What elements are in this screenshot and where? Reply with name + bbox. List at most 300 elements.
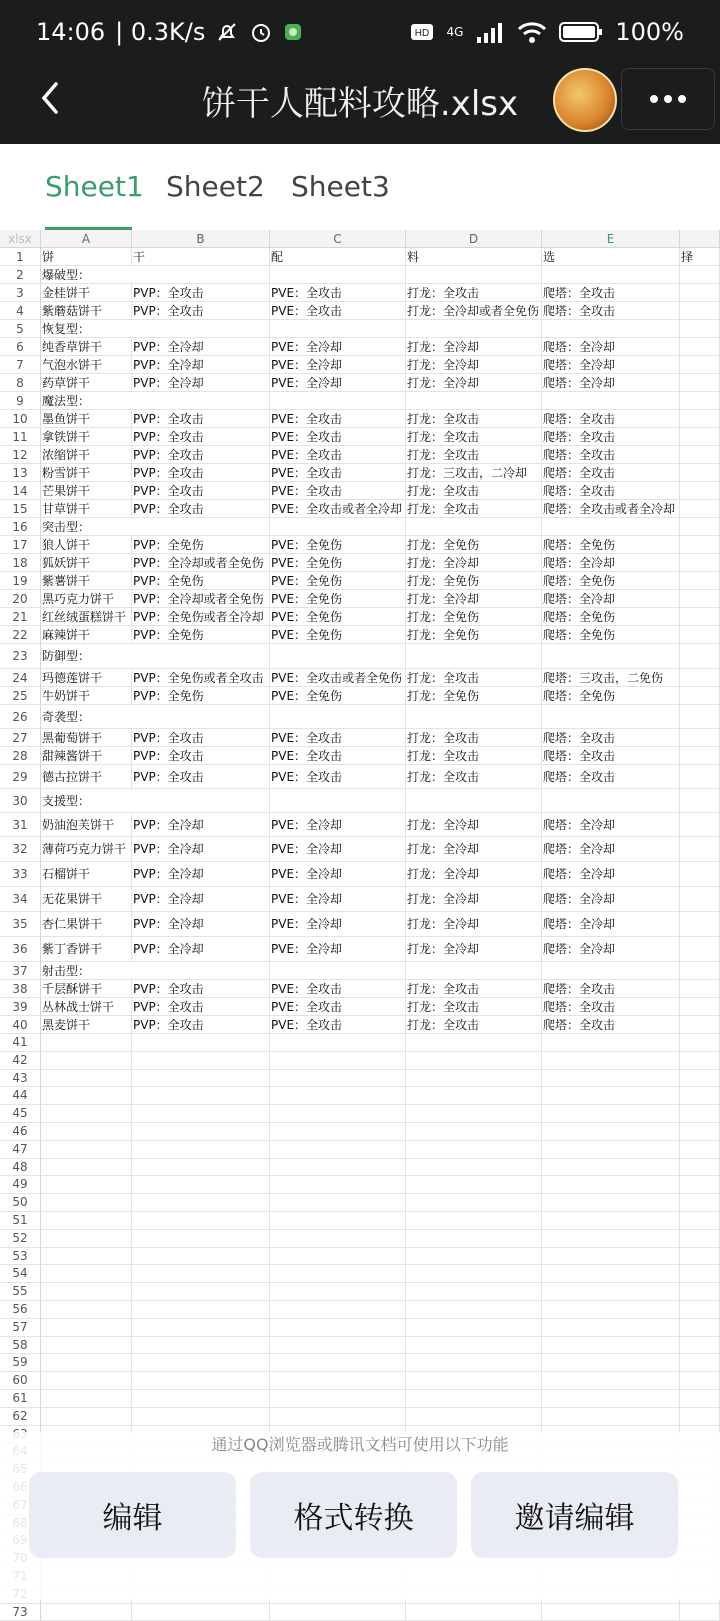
table-cell[interactable]	[406, 789, 542, 813]
table-cell[interactable]: 爬塔：全冷却	[542, 338, 680, 356]
table-cell[interactable]	[680, 1141, 720, 1159]
table-cell[interactable]	[680, 302, 720, 320]
table-cell[interactable]	[680, 1034, 720, 1052]
table-cell[interactable]	[132, 1372, 270, 1390]
table-cell[interactable]: 石榴饼干	[41, 862, 132, 887]
table-cell[interactable]	[270, 1087, 406, 1105]
table-cell[interactable]	[406, 1087, 542, 1105]
table-cell[interactable]	[542, 1230, 680, 1248]
table-cell[interactable]: 打龙：全攻击	[406, 1016, 542, 1034]
table-cell[interactable]	[270, 518, 406, 536]
table-cell[interactable]	[542, 1194, 680, 1212]
table-cell[interactable]: 打龙：全冷却	[406, 887, 542, 912]
table-cell[interactable]: 德古拉饼干	[41, 765, 132, 789]
table-cell[interactable]	[41, 1123, 132, 1141]
row-number[interactable]: 7	[0, 356, 41, 374]
table-cell[interactable]: 爬塔：全冷却	[542, 590, 680, 608]
table-cell[interactable]	[406, 1123, 542, 1141]
row-number[interactable]: 59	[0, 1354, 41, 1372]
table-cell[interactable]: 奶油泡芙饼干	[41, 813, 132, 837]
table-cell[interactable]	[680, 626, 720, 644]
table-cell[interactable]: PVE：全免伤	[270, 590, 406, 608]
table-cell[interactable]: PVP：全攻击	[132, 747, 270, 765]
row-number[interactable]: 46	[0, 1123, 41, 1141]
table-cell[interactable]	[542, 1301, 680, 1319]
table-cell[interactable]: PVP：全冷却或者全免伤	[132, 590, 270, 608]
table-cell[interactable]: 麻辣饼干	[41, 626, 132, 644]
table-cell[interactable]: 打龙：全免伤	[406, 572, 542, 590]
table-cell[interactable]: 红丝绒蛋糕饼干	[41, 608, 132, 626]
table-cell[interactable]	[680, 687, 720, 705]
table-cell[interactable]	[270, 1034, 406, 1052]
table-cell[interactable]: 紫丁香饼干	[41, 937, 132, 962]
column-header-f[interactable]	[680, 230, 720, 248]
table-cell[interactable]: PVP：全攻击	[132, 980, 270, 998]
table-cell[interactable]: 芒果饼干	[41, 482, 132, 500]
table-cell[interactable]	[406, 1176, 542, 1194]
table-cell[interactable]: 丛林战士饼干	[41, 998, 132, 1016]
row-number[interactable]: 39	[0, 998, 41, 1016]
row-number[interactable]: 62	[0, 1408, 41, 1426]
table-cell[interactable]: PVE：全攻击	[270, 1016, 406, 1034]
row-number[interactable]: 49	[0, 1176, 41, 1194]
table-cell[interactable]	[270, 320, 406, 338]
table-cell[interactable]: 打龙：全攻击	[406, 669, 542, 687]
table-cell[interactable]	[680, 813, 720, 837]
row-number[interactable]: 13	[0, 464, 41, 482]
table-cell[interactable]: 墨鱼饼干	[41, 410, 132, 428]
table-cell[interactable]	[132, 1354, 270, 1372]
table-cell[interactable]: 杏仁果饼干	[41, 912, 132, 937]
table-cell[interactable]: 牛奶饼干	[41, 687, 132, 705]
table-cell[interactable]: PVP：全冷却	[132, 837, 270, 862]
table-cell[interactable]	[680, 1105, 720, 1123]
row-number[interactable]: 45	[0, 1105, 41, 1123]
row-number[interactable]: 48	[0, 1159, 41, 1177]
table-cell[interactable]: 打龙：全冷却	[406, 374, 542, 392]
table-cell[interactable]	[406, 1372, 542, 1390]
table-cell[interactable]	[270, 1354, 406, 1372]
table-cell[interactable]	[41, 1052, 132, 1070]
table-cell[interactable]: 爬塔：三攻击，二免伤	[542, 669, 680, 687]
table-cell[interactable]	[132, 392, 270, 410]
table-cell[interactable]	[132, 1176, 270, 1194]
table-cell[interactable]: 爬塔：全冷却	[542, 937, 680, 962]
table-cell[interactable]	[41, 1319, 132, 1337]
table-cell[interactable]	[406, 1265, 542, 1283]
row-number[interactable]: 31	[0, 813, 41, 837]
table-cell[interactable]: PVE：全冷却	[270, 862, 406, 887]
table-cell[interactable]	[542, 1212, 680, 1230]
table-cell[interactable]	[406, 1390, 542, 1408]
row-number[interactable]: 56	[0, 1301, 41, 1319]
table-cell[interactable]: PVE：全冷却	[270, 356, 406, 374]
table-cell[interactable]	[542, 518, 680, 536]
table-cell[interactable]: 打龙：全冷却	[406, 356, 542, 374]
table-cell[interactable]	[680, 1390, 720, 1408]
table-cell[interactable]	[680, 1604, 720, 1621]
table-cell[interactable]	[680, 887, 720, 912]
table-cell[interactable]	[680, 1176, 720, 1194]
row-number[interactable]: 18	[0, 554, 41, 572]
table-cell[interactable]: 打龙：全冷却	[406, 338, 542, 356]
row-number[interactable]: 25	[0, 687, 41, 705]
table-cell[interactable]	[270, 1408, 406, 1426]
row-number[interactable]: 8	[0, 374, 41, 392]
table-cell[interactable]: 爬塔：全攻击	[542, 302, 680, 320]
table-cell[interactable]: 饼	[41, 248, 132, 266]
table-cell[interactable]	[542, 1372, 680, 1390]
table-cell[interactable]: PVE：全冷却	[270, 937, 406, 962]
table-cell[interactable]: PVP：全免伤	[132, 536, 270, 554]
table-cell[interactable]	[41, 1212, 132, 1230]
table-cell[interactable]: 紫蘑菇饼干	[41, 302, 132, 320]
table-cell[interactable]	[132, 1283, 270, 1301]
table-cell[interactable]: 千层酥饼干	[41, 980, 132, 998]
table-cell[interactable]: 配	[270, 248, 406, 266]
table-cell[interactable]: PVP：全攻击	[132, 464, 270, 482]
table-cell[interactable]	[270, 1337, 406, 1355]
row-number[interactable]: 6	[0, 338, 41, 356]
table-cell[interactable]	[270, 1301, 406, 1319]
table-cell[interactable]	[41, 1390, 132, 1408]
table-cell[interactable]	[680, 392, 720, 410]
row-number[interactable]: 16	[0, 518, 41, 536]
table-cell[interactable]: PVP：全攻击	[132, 1016, 270, 1034]
row-number[interactable]: 54	[0, 1265, 41, 1283]
table-cell[interactable]	[270, 962, 406, 980]
table-cell[interactable]	[132, 1319, 270, 1337]
table-cell[interactable]	[680, 1301, 720, 1319]
table-cell[interactable]: 爬塔：全冷却	[542, 554, 680, 572]
row-number[interactable]: 73	[0, 1604, 41, 1621]
table-cell[interactable]: 魔法型：	[41, 392, 132, 410]
table-cell[interactable]	[542, 1283, 680, 1301]
table-cell[interactable]	[270, 1604, 406, 1621]
table-cell[interactable]	[680, 410, 720, 428]
table-cell[interactable]	[406, 1354, 542, 1372]
table-cell[interactable]	[270, 1123, 406, 1141]
table-cell[interactable]: 气泡水饼干	[41, 356, 132, 374]
table-cell[interactable]: PVE：全免伤	[270, 572, 406, 590]
table-cell[interactable]: 爬塔：全免伤	[542, 626, 680, 644]
column-header-c[interactable]: C	[270, 230, 406, 248]
table-cell[interactable]: 爬塔：全攻击	[542, 428, 680, 446]
row-number[interactable]: 53	[0, 1248, 41, 1266]
row-number[interactable]: 58	[0, 1337, 41, 1355]
table-cell[interactable]	[406, 1212, 542, 1230]
table-cell[interactable]	[41, 1372, 132, 1390]
table-cell[interactable]	[132, 1070, 270, 1088]
table-cell[interactable]	[542, 1354, 680, 1372]
table-cell[interactable]: PVE：全攻击	[270, 410, 406, 428]
table-cell[interactable]: PVE：全冷却	[270, 338, 406, 356]
table-cell[interactable]	[270, 1390, 406, 1408]
table-cell[interactable]: 打龙：全冷却	[406, 813, 542, 837]
table-cell[interactable]	[680, 1123, 720, 1141]
table-cell[interactable]	[406, 1337, 542, 1355]
table-cell[interactable]: 爬塔：全免伤	[542, 608, 680, 626]
row-number[interactable]: 22	[0, 626, 41, 644]
table-cell[interactable]	[406, 1141, 542, 1159]
table-cell[interactable]: 爬塔：全攻击	[542, 446, 680, 464]
table-cell[interactable]: PVP：全攻击	[132, 410, 270, 428]
table-cell[interactable]	[132, 1159, 270, 1177]
row-number[interactable]: 3	[0, 284, 41, 302]
table-cell[interactable]	[41, 1248, 132, 1266]
table-cell[interactable]	[41, 1604, 132, 1621]
avatar[interactable]	[553, 68, 617, 132]
table-cell[interactable]: 爬塔：全免伤	[542, 572, 680, 590]
table-cell[interactable]	[41, 1283, 132, 1301]
table-cell[interactable]	[41, 1301, 132, 1319]
table-cell[interactable]: 打龙：三攻击，二冷却	[406, 464, 542, 482]
table-cell[interactable]	[406, 1408, 542, 1426]
table-cell[interactable]	[680, 608, 720, 626]
table-cell[interactable]: PVP：全免伤或者全攻击	[132, 669, 270, 687]
table-cell[interactable]: 纯香草饼干	[41, 338, 132, 356]
table-cell[interactable]	[680, 428, 720, 446]
table-cell[interactable]	[680, 1230, 720, 1248]
table-cell[interactable]	[132, 1604, 270, 1621]
table-cell[interactable]: 干	[132, 248, 270, 266]
table-cell[interactable]: 爬塔：全冷却	[542, 813, 680, 837]
table-cell[interactable]	[270, 1141, 406, 1159]
table-cell[interactable]	[406, 1319, 542, 1337]
row-number[interactable]: 47	[0, 1141, 41, 1159]
table-cell[interactable]: 打龙：全攻击	[406, 729, 542, 747]
table-cell[interactable]: 打龙：全攻击	[406, 482, 542, 500]
table-cell[interactable]: 打龙：全冷却	[406, 837, 542, 862]
table-cell[interactable]: 打龙：全免伤	[406, 536, 542, 554]
table-cell[interactable]: 打龙：全免伤	[406, 687, 542, 705]
table-cell[interactable]	[132, 1212, 270, 1230]
row-number[interactable]: 52	[0, 1230, 41, 1248]
table-cell[interactable]: 爬塔：全攻击	[542, 998, 680, 1016]
table-cell[interactable]	[406, 962, 542, 980]
table-cell[interactable]: 甘草饼干	[41, 500, 132, 518]
table-cell[interactable]	[132, 705, 270, 729]
row-number[interactable]: 61	[0, 1390, 41, 1408]
table-cell[interactable]: 打龙：全冷却	[406, 937, 542, 962]
table-cell[interactable]	[680, 1194, 720, 1212]
row-number[interactable]: 12	[0, 446, 41, 464]
row-number[interactable]: 24	[0, 669, 41, 687]
table-cell[interactable]	[542, 1141, 680, 1159]
table-cell[interactable]	[132, 962, 270, 980]
table-cell[interactable]	[41, 1194, 132, 1212]
table-cell[interactable]: PVP：全攻击	[132, 729, 270, 747]
table-cell[interactable]	[542, 392, 680, 410]
table-cell[interactable]	[680, 937, 720, 962]
row-number[interactable]: 23	[0, 644, 41, 669]
table-cell[interactable]: 爬塔：全冷却	[542, 887, 680, 912]
table-cell[interactable]	[406, 1070, 542, 1088]
table-cell[interactable]: PVE：全攻击或者全免伤	[270, 669, 406, 687]
table-cell[interactable]: PVP：全冷却	[132, 862, 270, 887]
table-cell[interactable]	[132, 789, 270, 813]
row-number[interactable]: 9	[0, 392, 41, 410]
table-cell[interactable]	[270, 705, 406, 729]
back-arrow-icon[interactable]	[32, 78, 72, 118]
table-cell[interactable]	[270, 1248, 406, 1266]
table-cell[interactable]: PVP：全攻击	[132, 765, 270, 789]
table-cell[interactable]	[406, 320, 542, 338]
row-number[interactable]: 10	[0, 410, 41, 428]
table-cell[interactable]	[680, 765, 720, 789]
row-number[interactable]: 44	[0, 1087, 41, 1105]
table-cell[interactable]: PVP：全冷却	[132, 374, 270, 392]
table-cell[interactable]	[680, 1070, 720, 1088]
table-cell[interactable]: 打龙：全攻击	[406, 284, 542, 302]
table-cell[interactable]	[542, 705, 680, 729]
table-cell[interactable]: 爬塔：全冷却	[542, 356, 680, 374]
row-number[interactable]: 20	[0, 590, 41, 608]
row-number[interactable]: 15	[0, 500, 41, 518]
table-cell[interactable]: 爬塔：全攻击	[542, 729, 680, 747]
table-cell[interactable]: 爬塔：全攻击	[542, 482, 680, 500]
table-cell[interactable]	[680, 500, 720, 518]
table-cell[interactable]: PVP：全攻击	[132, 998, 270, 1016]
table-cell[interactable]: 爬塔：全免伤	[542, 536, 680, 554]
table-cell[interactable]	[542, 320, 680, 338]
table-cell[interactable]	[542, 266, 680, 284]
table-cell[interactable]	[680, 1283, 720, 1301]
table-cell[interactable]: 甜辣酱饼干	[41, 747, 132, 765]
table-cell[interactable]	[680, 554, 720, 572]
table-cell[interactable]	[132, 1230, 270, 1248]
table-cell[interactable]: 爬塔：全冷却	[542, 912, 680, 937]
table-cell[interactable]	[132, 1194, 270, 1212]
table-cell[interactable]	[680, 1159, 720, 1177]
table-cell[interactable]: PVP：全免伤	[132, 626, 270, 644]
table-cell[interactable]	[680, 1087, 720, 1105]
table-cell[interactable]	[680, 446, 720, 464]
table-cell[interactable]	[542, 644, 680, 669]
table-cell[interactable]	[41, 1141, 132, 1159]
row-number[interactable]: 60	[0, 1372, 41, 1390]
table-cell[interactable]	[680, 669, 720, 687]
table-cell[interactable]	[406, 266, 542, 284]
table-cell[interactable]: 打龙：全攻击	[406, 446, 542, 464]
column-header-b[interactable]: B	[132, 230, 270, 248]
table-cell[interactable]	[132, 266, 270, 284]
table-cell[interactable]: PVE：全冷却	[270, 813, 406, 837]
table-cell[interactable]: PVE：全免伤	[270, 554, 406, 572]
table-cell[interactable]: 选	[542, 248, 680, 266]
table-cell[interactable]	[680, 1016, 720, 1034]
table-cell[interactable]: 打龙：全攻击	[406, 980, 542, 998]
table-cell[interactable]	[542, 1105, 680, 1123]
table-cell[interactable]: 浓缩饼干	[41, 446, 132, 464]
table-cell[interactable]: 紫薯饼干	[41, 572, 132, 590]
table-cell[interactable]	[680, 1319, 720, 1337]
row-number[interactable]: 40	[0, 1016, 41, 1034]
table-cell[interactable]	[680, 962, 720, 980]
column-header-d[interactable]: D	[406, 230, 542, 248]
table-cell[interactable]	[41, 1176, 132, 1194]
row-number[interactable]: 11	[0, 428, 41, 446]
row-number[interactable]: 4	[0, 302, 41, 320]
table-cell[interactable]	[542, 1408, 680, 1426]
table-cell[interactable]: 打龙：全攻击	[406, 410, 542, 428]
table-cell[interactable]: 射击型：	[41, 962, 132, 980]
column-header-e[interactable]: E	[542, 230, 680, 248]
table-cell[interactable]	[406, 518, 542, 536]
table-cell[interactable]	[270, 392, 406, 410]
table-cell[interactable]: 奇袭型：	[41, 705, 132, 729]
table-cell[interactable]	[270, 1194, 406, 1212]
table-cell[interactable]: PVE：全攻击	[270, 980, 406, 998]
table-cell[interactable]	[542, 789, 680, 813]
table-cell[interactable]	[680, 572, 720, 590]
table-cell[interactable]: 恢复型：	[41, 320, 132, 338]
table-cell[interactable]: PVE：全攻击	[270, 302, 406, 320]
table-cell[interactable]: 爆破型：	[41, 266, 132, 284]
table-cell[interactable]	[406, 705, 542, 729]
table-cell[interactable]: PVE：全攻击或者全冷却	[270, 500, 406, 518]
table-cell[interactable]: 爬塔：全攻击	[542, 765, 680, 789]
table-cell[interactable]	[41, 1159, 132, 1177]
table-cell[interactable]: 爬塔：全免伤	[542, 687, 680, 705]
table-cell[interactable]	[680, 266, 720, 284]
table-cell[interactable]	[542, 1034, 680, 1052]
table-cell[interactable]: PVP：全攻击	[132, 284, 270, 302]
table-cell[interactable]	[680, 644, 720, 669]
more-button[interactable]	[621, 68, 715, 130]
table-cell[interactable]	[41, 1230, 132, 1248]
table-cell[interactable]: 打龙：全冷却	[406, 554, 542, 572]
table-cell[interactable]	[680, 1052, 720, 1070]
table-cell[interactable]	[270, 1176, 406, 1194]
table-cell[interactable]: PVP：全冷却或者全免伤	[132, 554, 270, 572]
table-cell[interactable]: 打龙：全免伤	[406, 608, 542, 626]
table-cell[interactable]	[270, 1070, 406, 1088]
table-cell[interactable]: PVP：全冷却	[132, 937, 270, 962]
table-cell[interactable]: PVE：全攻击	[270, 998, 406, 1016]
table-cell[interactable]: PVE：全攻击	[270, 729, 406, 747]
table-cell[interactable]	[132, 320, 270, 338]
table-cell[interactable]	[132, 1337, 270, 1355]
table-cell[interactable]: 黑葡萄饼干	[41, 729, 132, 747]
tab-sheet1[interactable]: Sheet1	[45, 170, 144, 203]
row-number[interactable]: 30	[0, 789, 41, 813]
table-cell[interactable]: PVP：全攻击	[132, 446, 270, 464]
row-number[interactable]: 55	[0, 1283, 41, 1301]
table-cell[interactable]	[132, 1408, 270, 1426]
table-cell[interactable]	[542, 1390, 680, 1408]
table-cell[interactable]	[680, 1337, 720, 1355]
table-cell[interactable]: 打龙：全攻击	[406, 765, 542, 789]
row-number[interactable]: 29	[0, 765, 41, 789]
table-cell[interactable]	[680, 862, 720, 887]
row-number[interactable]: 37	[0, 962, 41, 980]
table-cell[interactable]: PVE：全免伤	[270, 687, 406, 705]
table-cell[interactable]	[680, 789, 720, 813]
table-cell[interactable]	[680, 998, 720, 1016]
table-cell[interactable]	[132, 1123, 270, 1141]
table-cell[interactable]: 打龙：全冷却	[406, 590, 542, 608]
table-cell[interactable]: 爬塔：全冷却	[542, 374, 680, 392]
table-cell[interactable]	[680, 518, 720, 536]
table-cell[interactable]: 打龙：全冷却	[406, 862, 542, 887]
table-cell[interactable]	[406, 392, 542, 410]
table-cell[interactable]	[41, 1070, 132, 1088]
table-cell[interactable]	[270, 1283, 406, 1301]
table-cell[interactable]: PVP：全攻击	[132, 482, 270, 500]
table-cell[interactable]: PVP：全冷却	[132, 813, 270, 837]
table-cell[interactable]: 打龙：全冷却或者全免伤	[406, 302, 542, 320]
